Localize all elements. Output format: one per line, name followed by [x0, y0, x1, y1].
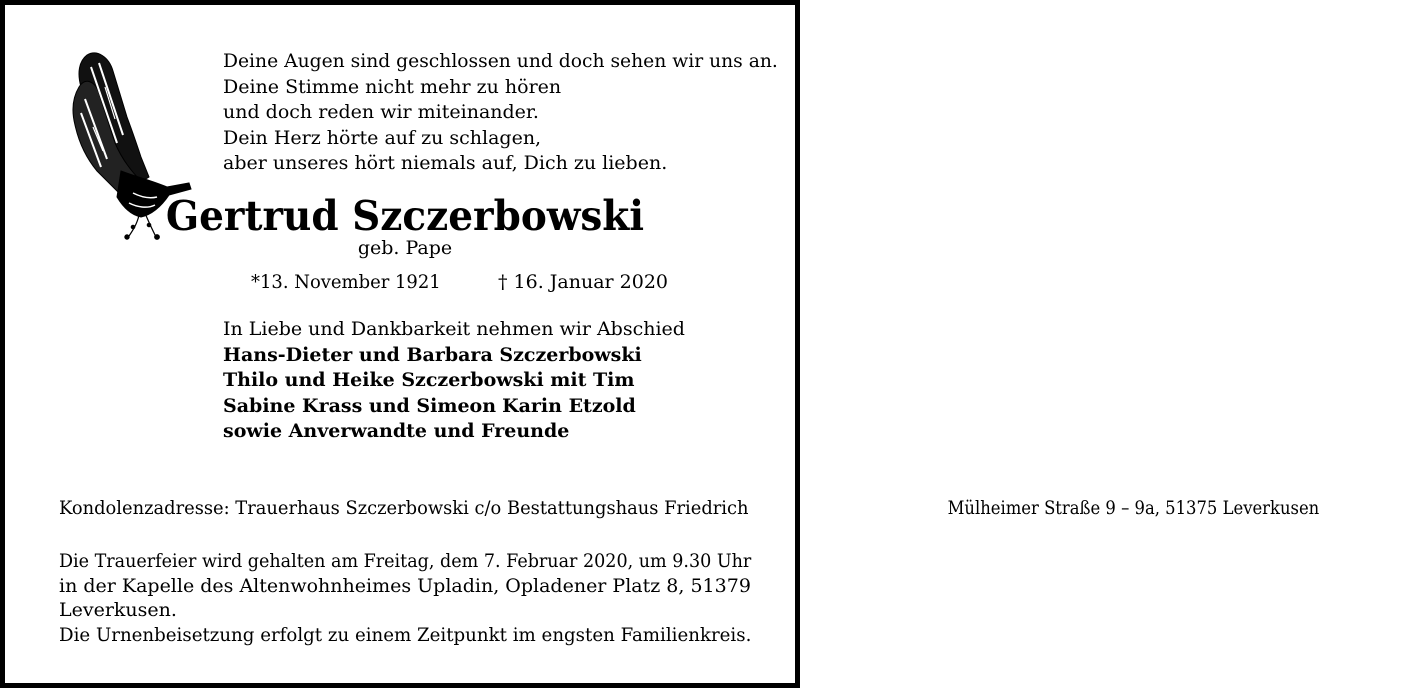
ceremony-info	[59, 549, 753, 647]
farewell-intro: In Liebe und Dankbarkeit nehmen wir Abschied	[223, 318, 685, 340]
poem-line: und doch reden wir miteinander.	[223, 101, 539, 123]
condolence-line-1: Kondolenzadresse: Trauerhaus Szczerbowski c/o Bestattungshaus Friedrich	[59, 497, 749, 519]
ceremony-line-2: in der Kapelle des Altenwohnheimes Upladin, Opladener Platz 8, 51379	[59, 574, 751, 597]
ceremony-line-4: Die Urnenbeisetzung erfolgt zu einem Zeitpunkt im engsten Familienkreis.	[59, 623, 752, 646]
mourner-line: Karin Etzold	[502, 394, 636, 417]
poem-line: Dein Herz hörte auf zu schlagen,	[223, 126, 542, 149]
mourner-line: Sabine Krass und Simeon	[223, 394, 497, 417]
poem	[223, 49, 795, 177]
ceremony-line-3: Leverkusen.	[59, 599, 177, 621]
ceremony-line-1: Die Trauerfeier wird gehalten am Freitag, dem 7. Februar 2020, um 9.30 Uhr	[59, 550, 752, 572]
deceased-name: Gertrud Szczerbowski	[165, 192, 645, 240]
poem-line: Deine Augen sind geschlossen und doch sehen wir uns an.	[223, 50, 778, 72]
mourner-line: Thilo und Heike Szczerbowski mit Tim	[223, 369, 635, 392]
born-name: geb. Pape	[357, 237, 453, 259]
mourner-line: Hans-Dieter und Barbara Szczerbowski	[223, 343, 642, 366]
poem-line: Deine Stimme nicht mehr zu hören	[223, 75, 562, 98]
farewell-block	[223, 317, 795, 445]
birth-date: *13. November 1921	[251, 271, 441, 293]
poem-line: aber unseres hört niemals auf, Dich zu lieben.	[223, 152, 668, 174]
condolence-address	[59, 495, 1401, 521]
death-date: † 16. Januar 2020	[498, 271, 669, 293]
mourner-line: sowie Anverwandte und Freunde	[223, 420, 570, 443]
condolence-line-2: Mülheimer Straße 9 – 9a, 51375 Leverkusen	[947, 497, 1319, 519]
